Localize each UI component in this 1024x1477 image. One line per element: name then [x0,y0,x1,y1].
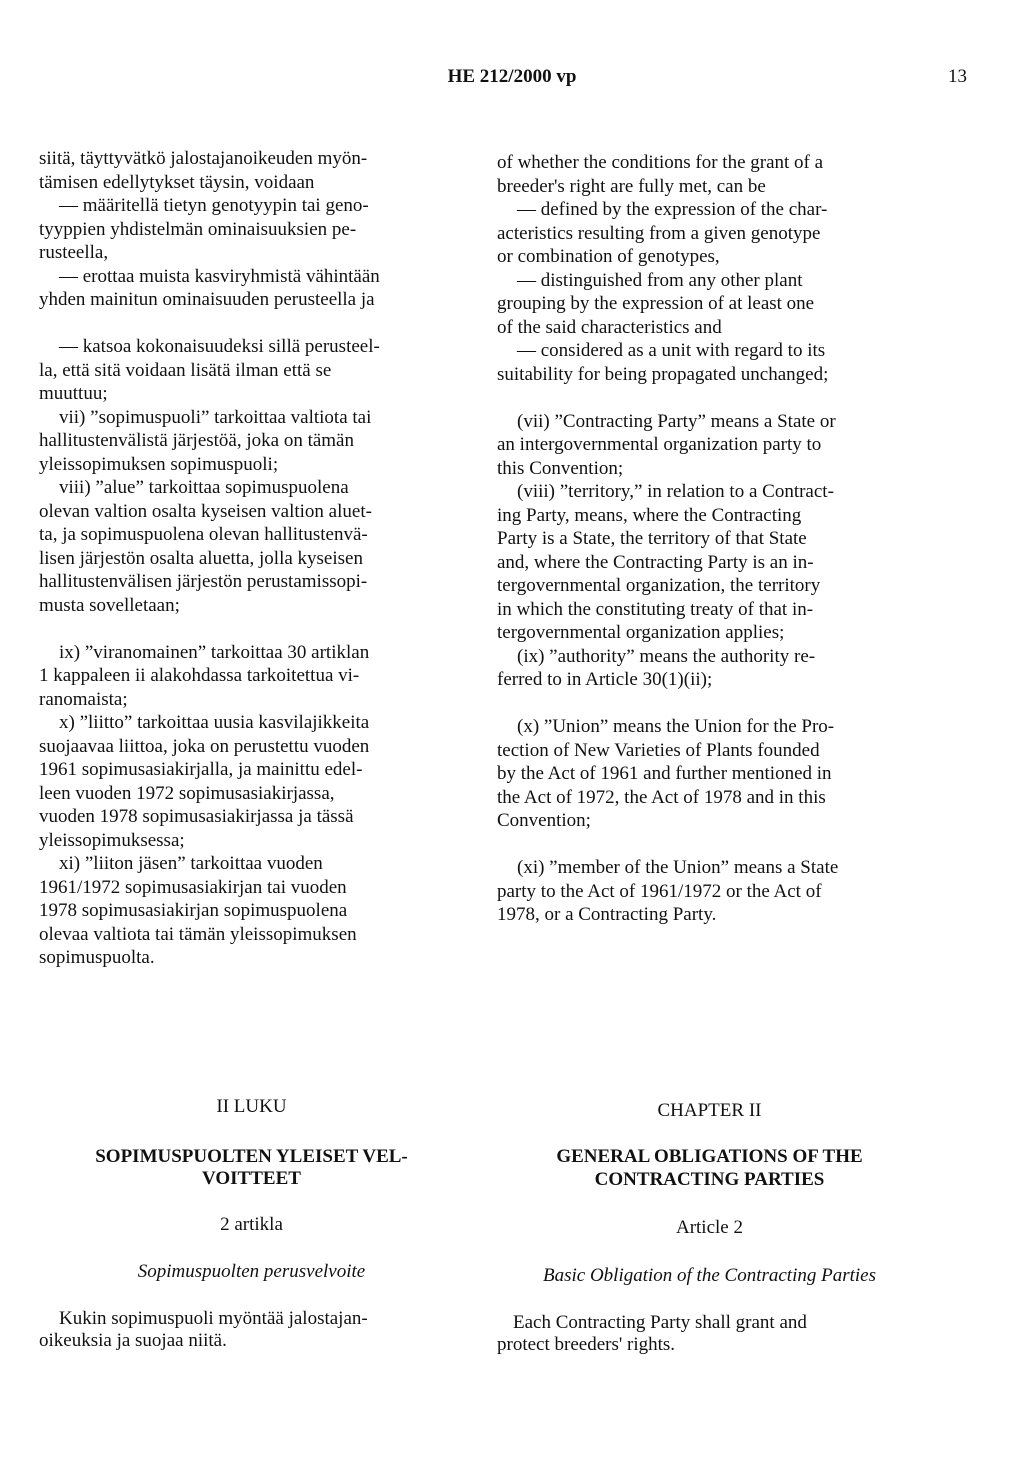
chapter-heading-fi-line2: VOITTEET [202,1168,301,1189]
chapter-heading-en-line1: GENERAL OBLIGATIONS OF THE [556,1146,863,1167]
text-line: 1978, or a Contracting Party. [497,904,717,925]
text-line: — defined by the expression of the char- [517,199,828,220]
text-line: viii) ”alue” tarkoittaa sopimuspuolena [59,477,349,498]
article-title-fi: Sopimuspuolten perusvelvoite [137,1261,366,1282]
text-line: hallitustenvälistä järjestöä, joka on tämän [39,430,354,451]
text-line: sopimuspuolta. [39,947,155,968]
text-line: ing Party, means, where the Contracting [497,504,802,526]
text-line: the Act of 1972, the Act of 1978 and in this [497,786,826,808]
page-header-title: HE 212/2000 vp [447,66,577,87]
text-line: (ix) ”authority” means the authority re- [517,645,816,667]
article-label-en: Article 2 [675,1217,743,1238]
article-label-fi: 2 artikla [220,1214,283,1235]
text-line: ferred to in Article 30(1)(ii); [497,669,713,690]
text-line: 1 kappaleen ii alakohdassa tarkoitettua vi- [39,665,360,686]
text-line: olevan valtion osalta kyseisen valtion aluet- [39,500,372,522]
text-line: hallitustenvälisen järjestön perustamissopi- [39,571,368,592]
text-line: by the Act of 1961 and further mentioned in [497,763,832,784]
text-line: and, where the Contracting Party is an in- [497,551,814,573]
text-line: an intergovernmental organization party to [497,434,822,455]
text-line: 1961 sopimusasiakirjalla, ja mainittu edel- [39,759,363,780]
text-line: party to the Act of 1961/1972 or the Act of [497,880,822,902]
text-line: tergovernmental organization applies; [497,622,785,643]
chapter-heading-en-line2: CONTRACTING PARTIES [594,1169,825,1190]
text-line: vii) ”sopimuspuoli” tarkoittaa valtiota tai [59,406,372,428]
english-text-column [497,151,922,927]
text-line: xi) ”liiton jäsen” tarkoittaa vuoden [59,853,323,874]
text-line: (x) ”Union” means the Union for the Pro- [517,716,835,737]
text-line: grouping by the expression of at least one [497,293,815,314]
text-line: lisen järjestön osalta aluetta, jolla kyseisen [39,547,363,569]
text-line [39,617,464,641]
text-line: yhden mainitun ominaisuuden perusteella ja [39,289,375,310]
text-line: — määritellä tietyn genotyypin tai geno- [59,195,369,216]
text-line: breeder's right are fully met, can be [497,175,766,197]
text-line: — katsoa kokonaisuudeksi sillä perusteel- [59,336,380,357]
text-line [497,833,922,857]
article-title-en: Basic Obligation of the Contracting Parties [542,1265,876,1286]
text-line: ranomaista; [39,688,128,710]
chapter-heading-fi-line1: SOPIMUSPUOLTEN YLEISET VEL- [95,1146,408,1167]
text-line: in which the constituting treaty of that in- [497,598,814,620]
chapter-label-fi: II LUKU [216,1096,287,1117]
text-line: rusteella, [39,242,109,263]
article-body-fi-line1: Kukin sopimuspuoli myöntää jalostajan- [59,1308,368,1329]
text-line: (vii) ”Contracting Party” means a State or [517,410,836,432]
article-body-fi-line2: oikeuksia ja suojaa niitä. [39,1330,227,1351]
article-body-en-line1: Each Contracting Party shall grant and [513,1312,807,1333]
text-line: yleissopimuksessa; [39,829,185,851]
text-line: leen vuoden 1972 sopimusasiakirjassa, [39,782,335,804]
text-line: Convention; [497,810,591,831]
text-line: this Convention; [497,457,624,479]
text-line: la, että sitä voidaan lisätä ilman että se [39,359,332,381]
text-line: (viii) ”territory,” in relation to a Contract- [517,481,834,502]
text-line: vuoden 1978 sopimusasiakirjassa ja tässä [39,806,354,827]
text-line: musta sovelletaan; [39,594,180,616]
text-line: of the said characteristics and [497,316,722,338]
text-line: x) ”liitto” tarkoittaa uusia kasvilajikkeita [59,712,370,733]
text-line: 1961/1972 sopimusasiakirjan tai vuoden [39,876,347,898]
text-line: (xi) ”member of the Union” means a State [517,857,839,878]
text-line: of whether the conditions for the grant of a [497,152,824,173]
text-line: — distinguished from any other plant [517,269,803,291]
page-number: 13 [948,66,967,87]
text-line: ta, ja sopimuspuolena olevan hallitustenvä- [39,524,368,545]
text-line: tergovernmental organization, the territory [497,575,821,596]
text-line: siitä, täyttyvätkö jalostajanoikeuden myön- [39,148,368,169]
text-line: Party is a State, the territory of that State [497,528,807,549]
text-line [39,312,464,336]
text-line: acteristics resulting from a given genotype [497,222,821,244]
text-line: suojaavaa liittoa, joka on perustettu vuoden [39,735,370,757]
text-line [497,386,922,410]
text-line: tection of New Varieties of Plants founded [497,739,820,761]
text-line: 1978 sopimusasiakirjan sopimuspuolena [39,900,348,921]
text-line: tyyppien yhdistelmän ominaisuuksien pe- [39,218,357,240]
text-line: ix) ”viranomainen” tarkoittaa 30 artiklan [59,641,370,663]
text-line: or combination of genotypes, [497,246,720,267]
finnish-text-column [39,147,464,970]
text-line: — erottaa muista kasviryhmistä vähintään [59,265,380,287]
chapter-label-en: CHAPTER II [657,1100,762,1121]
text-line: muuttuu; [39,383,108,404]
article-body-en-line2: protect breeders' rights. [497,1334,676,1355]
text-line: yleissopimuksen sopimuspuoli; [39,453,279,475]
text-line [497,692,922,716]
text-line: — considered as a unit with regard to its [517,340,826,361]
text-line: suitability for being propagated unchanged; [497,363,829,385]
text-line: olevaa valtiota tai tämän yleissopimuksen [39,923,357,945]
text-line: tämisen edellytykset täysin, voidaan [39,171,315,193]
